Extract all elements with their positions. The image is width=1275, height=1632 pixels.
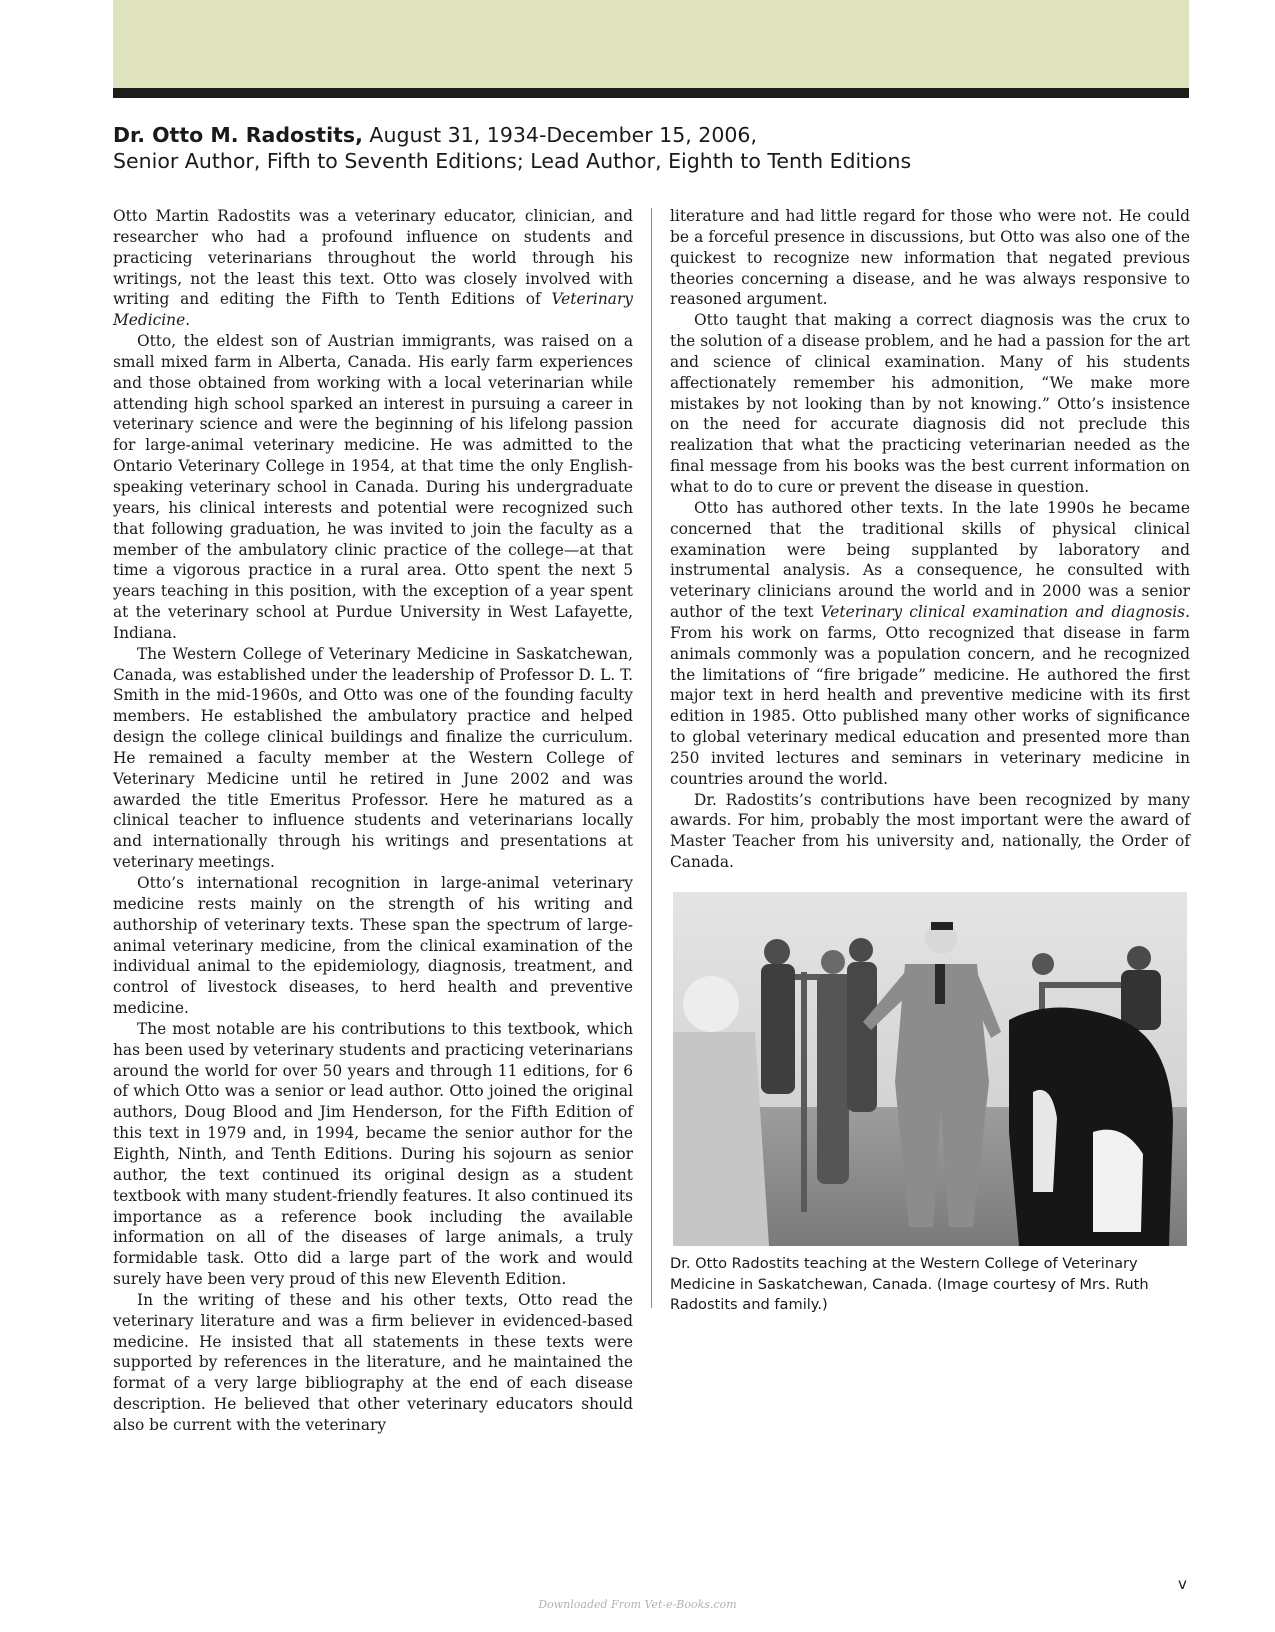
teaching-photo xyxy=(673,892,1187,1246)
paragraph: literature and had little regard for those who were not. He could be a forceful presence in discussions, but Otto was also one of the quickest to recognize new information that negated previous theories concerning a disease, and he was always responsive to reasoned argument. xyxy=(670,207,1190,309)
title-roles: Senior Author, Fifth to Seventh Editions; Lead Author, Eighth to Tenth Editions xyxy=(113,149,912,173)
paragraph: Otto taught that making a correct diagnosis was the crux to the solution of a disease problem, and he had a passion for the art and science of clinical examination. Many of his students affectionately remember his admonition, “We make more mistakes by not looking than by not knowing.” Otto’s insistence on the need for accurate diagnosis did not preclude this realization that what the practicing veterinarian needed as the final message from his books was the best current information on what to do to cure or prevent the disease in question. xyxy=(670,311,1190,496)
paragraph: Dr. Radostits’s contributions have been recognized by many awards. For him, probably the most important were the award of Master Teacher from his university and, nationally, the Order of Canada. xyxy=(670,790,1190,872)
right-text-column xyxy=(670,206,1190,873)
paragraph: The most notable are his contributions to this textbook, which has been used by veterinary students and practicing veterinarians around the world for over 50 years and through 11 editions, for 6 of which Otto was a senior or lead author. Otto joined the original authors, Doug Blood and Jim Henderson, for the Fifth Edition of this text in 1979 and, in 1994, became the senior author for the Eighth, Ninth, and Tenth Editions. During his sojourn as senior author, the text continued its original design as a student textbook with many student-friendly features. It also continued its importance as a reference book including the available information on all of the diseases of large animals, a truly formidable task. Otto did a large part of the work and would surely have been very proud of this new Eleventh Edition. xyxy=(113,1019,633,1289)
paragraph: Otto, the eldest son of Austrian immigrants, was raised on a small mixed farm in Alberta, Canada. His early farm experiences and those obtained from working with a local veterinarian while attending high school sparked an interest in pursuing a career in veterinary science and were the beginning of his lifelong passion for large-animal veterinary medicine. He was admitted to the Ontario Veterinary College in 1954, at that time the only English-speaking veterinary school in Canada. During his undergraduate years, his clinical interests and potential were recognized such that following graduation, he was invited to join the faculty as a member of the ambulatory clinic practice of the college—at that time a vigorous practice in a rural area. Otto spent the next 5 years teaching in this position, with the exception of a year spent at the veterinary school at Purdue University in West Lafayette, Indiana. xyxy=(113,332,633,642)
page-number: v xyxy=(1178,1575,1187,1593)
paragraph-text: . From his work on farms, Otto recognized that disease in farm animals commonly was a population concern, and he recognized the limitations of “fire brigade” medicine. He authored the first major text in herd health and preventive medicine with its first edition in 1985. Otto published many other works of significance to global veterinary medical education and presented more than 250 invited lectures and seminars in veterinary medicine in countries around the world. xyxy=(670,603,1190,788)
paragraph xyxy=(670,498,1190,790)
paragraph-text: Otto has authored other texts. In the late 1990s he became concerned that the traditional skills of physical clinical examination were being supplanted by laboratory and instrumental analysis. As a consequence, he consulted with veterinary clinicians around the world and in 2000 was a senior author of the text xyxy=(670,498,1190,622)
paragraph xyxy=(113,206,633,331)
paragraph: The Western College of Veterinary Medicine in Saskatchewan, Canada, was established under the leadership of Professor D. L. T. Smith in the mid-1960s, and Otto was one of the founding faculty members. He established the ambulatory practice and helped design the college clinical buildings and finalize the curriculum. He remained a faculty member at the Western College of Veterinary Medicine until he retired in June 2002 and was awarded the title Emeritus Professor. Here he matured as a clinical teacher to influence students and veterinarians locally and internationally through his writings and presentations at veterinary meetings. xyxy=(113,644,633,872)
book-title: Veterinary clinical examination and diagnosis xyxy=(820,603,1186,622)
paragraph-text: . xyxy=(185,311,191,330)
paragraph: In the writing of these and his other texts, Otto read the veterinary literature and was a firm believer in evidenced-based medicine. He insisted that all statements in these texts were supported by references in the literature, and he maintained the format of a very large bibliography at the end of each disease description. He believed that other veterinary educators should also be current with the veterinary xyxy=(113,1290,633,1434)
page-title xyxy=(113,122,1189,174)
book-title: Veterinary Medicine xyxy=(113,290,633,330)
watermark: Downloaded From Vet-e-Books.com xyxy=(538,1598,737,1611)
column-divider xyxy=(651,208,652,1308)
header-rule xyxy=(113,88,1189,98)
figure-caption: Dr. Otto Radostits teaching at the Western College of Veterinary Medicine in Saskatchewan, Canada. (Image courtesy of Mrs. Ruth Radostits and family.) xyxy=(670,1255,1149,1313)
header-color-band xyxy=(113,0,1189,88)
title-dates: August 31, 1934-December 15, 2006, xyxy=(362,123,757,147)
left-text-column xyxy=(113,206,633,1436)
title-name: Dr. Otto M. Radostits, xyxy=(113,123,363,147)
paragraph: Otto’s international recognition in large-animal veterinary medicine rests mainly on the strength of his writing and authorship of veterinary texts. These span the spectrum of large-animal veterinary medicine, from the clinical examination of the individual animal to the epidemiology, diagnosis, treatment, and control of livestock diseases, to herd health and preventive medicine. xyxy=(113,874,633,1018)
paragraph-text: Otto Martin Radostits was a veterinary educator, clinician, and researcher who had a profound influence on students and practicing veterinarians throughout the world through his writings, not the least this text. Otto was closely involved with writing and editing the Fifth to Tenth Editions of xyxy=(113,207,633,309)
